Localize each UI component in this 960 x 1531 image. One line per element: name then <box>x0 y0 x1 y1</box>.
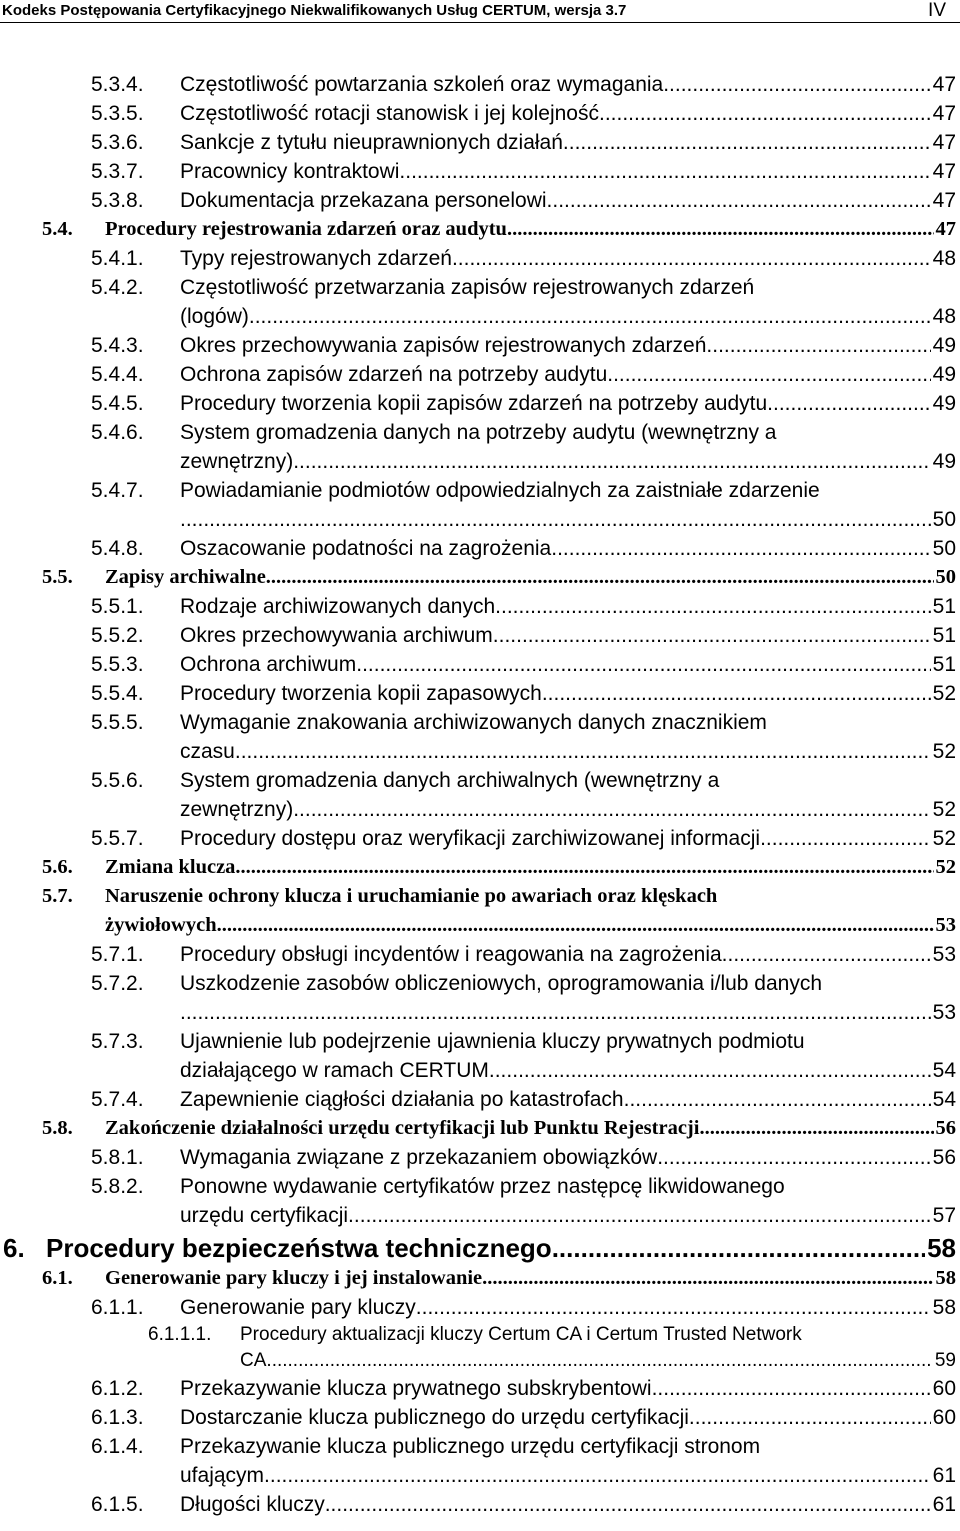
toc-entry-number: 5.4.3. <box>91 334 144 357</box>
toc-entry-title: Oszacowanie podatności na zagrożenia <box>180 537 552 560</box>
toc-entry[interactable] <box>0 1027 960 1085</box>
toc-entry-page: 56 <box>935 1117 956 1139</box>
dot-leader <box>452 244 931 273</box>
toc-entry-title: Procedury aktualizacji kluczy Certum CA i Certum Trusted Network <box>240 1324 802 1345</box>
toc-entry-line <box>0 911 960 940</box>
toc-entry-title: Powiadamianie podmiotów odpowiedzialnych za zaistniałe zdarzenie <box>180 479 820 502</box>
toc-entry-page: 47 <box>935 218 956 240</box>
toc-entry[interactable] <box>0 99 960 128</box>
toc-entry-page: 49 <box>932 363 956 386</box>
dot-leader <box>542 679 931 708</box>
toc-entry[interactable] <box>0 389 960 418</box>
toc-entry-number: 6.1.1. <box>91 1296 144 1319</box>
document-title: Kodeks Postępowania Certyfikacyjnego Niekwalifikowanych Usług CERTUM, wersja 3.7 <box>2 2 627 19</box>
dot-leader <box>272 1348 933 1374</box>
toc-entry-line <box>0 650 960 679</box>
toc-entry-line <box>0 1403 960 1432</box>
toc-entry-line <box>0 708 960 737</box>
toc-entry-line <box>0 1461 960 1490</box>
toc-entry-page: 60 <box>932 1406 956 1429</box>
dot-leader <box>767 389 930 418</box>
dot-leader <box>482 1264 933 1293</box>
toc-entry-title: Okres przechowywania archiwum <box>180 624 493 647</box>
toc-entry-title: Zakończenie działalności urzędu certyfikacji lub Punktu Rejestracji <box>105 1117 700 1139</box>
toc-entry[interactable] <box>0 969 960 1027</box>
toc-entry-line <box>0 128 960 157</box>
toc-entry-line <box>0 244 960 273</box>
toc-entry-title: Pracownicy kontraktowi <box>180 160 400 183</box>
toc-entry-line <box>0 940 960 969</box>
toc-entry[interactable] <box>0 592 960 621</box>
dot-leader <box>325 1490 931 1519</box>
toc-entry-number: 5.4.2. <box>91 276 144 299</box>
toc-entry-title: Zmiana klucza <box>105 856 236 878</box>
toc-entry-line <box>0 679 960 708</box>
toc-entry[interactable] <box>0 360 960 389</box>
toc-entry-line <box>0 1233 960 1264</box>
toc-entry-title: Procedury tworzenia kopii zapasowych <box>180 682 542 705</box>
toc-entry-line <box>0 1114 960 1143</box>
toc-entry-line <box>0 737 960 766</box>
toc-entry-number: 5.7.1. <box>91 943 144 966</box>
toc-entry-line <box>0 302 960 331</box>
toc-entry-line <box>0 563 960 592</box>
toc-entry-number: 5.7. <box>42 885 73 907</box>
toc-entry-title: Naruszenie ochrony klucza i uruchamianie po awariach oraz klęskach <box>105 885 718 907</box>
toc-entry-line <box>0 882 960 911</box>
toc-entry-page: 48 <box>932 247 956 270</box>
toc-entry-line <box>0 1432 960 1461</box>
dot-leader <box>547 186 931 215</box>
toc-entry-line <box>0 186 960 215</box>
toc-entry-line <box>0 70 960 99</box>
toc-entry-number: 5.4.5. <box>91 392 144 415</box>
toc-entry-number: 6.1.2. <box>91 1377 144 1400</box>
toc-entry-number: 5.4.4. <box>91 363 144 386</box>
toc-entry-title: zewnętrzny) <box>180 450 294 473</box>
toc-entry-page: 61 <box>932 1464 956 1487</box>
toc-entry-page: 58 <box>927 1233 956 1263</box>
toc-entry-number: 5.5.3. <box>91 653 144 676</box>
toc-entry-number: 5.5.1. <box>91 595 144 618</box>
toc-entry-title: Zapisy archiwalne <box>105 566 266 588</box>
toc-entry[interactable] <box>0 824 960 853</box>
toc-entry-page: 48 <box>932 305 956 328</box>
toc-entry-number: 5.3.5. <box>91 102 144 125</box>
dot-leader <box>699 1114 933 1143</box>
toc-entry-number: 5.4.7. <box>91 479 144 502</box>
toc-entry-number: 6.1. <box>42 1267 73 1289</box>
toc-entry[interactable] <box>0 1172 960 1230</box>
toc-entry-number: 5.7.2. <box>91 972 144 995</box>
toc-entry-number: 5.4.1. <box>91 247 144 270</box>
dot-leader <box>235 853 933 882</box>
toc-entry-number: 5.4.8. <box>91 537 144 560</box>
toc-entry[interactable] <box>0 1374 960 1403</box>
toc-entry-line <box>0 824 960 853</box>
toc-entry-title: Procedury rejestrowania zdarzeń oraz audytu <box>105 218 507 240</box>
toc-entry-title: Wymagania związane z przekazaniem obowiązków <box>180 1146 658 1169</box>
toc-entry[interactable] <box>0 1403 960 1432</box>
toc-entry-line <box>0 1201 960 1230</box>
toc-entry-page: 52 <box>932 740 956 763</box>
toc-entry-number: 6.1.3. <box>91 1406 144 1429</box>
toc-entry-title: Długości kluczy <box>180 1493 325 1516</box>
toc-entry-number: 5.3.4. <box>91 73 144 96</box>
toc-entry-number: 6.1.1.1. <box>148 1324 212 1345</box>
toc-entry-title: Procedury obsługi incydentów i reagowania na zagrożenia <box>180 943 722 966</box>
dot-leader <box>760 824 931 853</box>
toc-entry-number: 5.4.6. <box>91 421 144 444</box>
toc-entry[interactable] <box>0 679 960 708</box>
dot-leader <box>489 1056 931 1085</box>
toc-entry-title: urzędu certyfikacji. <box>180 1204 354 1227</box>
toc-entry[interactable] <box>0 1143 960 1172</box>
toc-entry-page: 52 <box>932 827 956 850</box>
toc-entry[interactable] <box>0 563 960 592</box>
toc-entry-title: Przekazywanie klucza prywatnego subskrybentowi <box>180 1377 652 1400</box>
toc-entry-page: 51 <box>932 653 956 676</box>
toc-entry-title: Ponowne wydawanie certyfikatów przez następcę likwidowanego <box>180 1175 785 1198</box>
dot-leader <box>293 447 930 476</box>
dot-leader <box>399 157 930 186</box>
toc-entry-line <box>0 1374 960 1403</box>
toc-entry-number: 5.7.4. <box>91 1088 144 1111</box>
toc-entry-line <box>0 505 960 534</box>
toc-entry[interactable] <box>0 186 960 215</box>
toc-entry[interactable] <box>0 476 960 534</box>
toc-entry-number: 5.7.3. <box>91 1030 144 1053</box>
toc-entry-page: 54 <box>932 1059 956 1082</box>
toc-entry-number: 5.5. <box>42 566 73 588</box>
toc-entry[interactable] <box>0 1233 960 1264</box>
dot-leader <box>663 70 930 99</box>
dot-leader <box>495 592 930 621</box>
dot-leader <box>599 99 931 128</box>
toc-entry-page: 61 <box>932 1493 956 1516</box>
dot-leader <box>180 998 931 1027</box>
toc-entry[interactable] <box>0 708 960 766</box>
toc-entry-line <box>0 534 960 563</box>
toc-entry[interactable] <box>0 215 960 244</box>
toc-entry-number: 5.5.5. <box>91 711 144 734</box>
toc-entry-page: 60 <box>932 1377 956 1400</box>
toc-entry-line <box>0 1143 960 1172</box>
dot-leader <box>217 911 934 940</box>
toc-entry-number: 5.8. <box>42 1117 73 1139</box>
toc-entry-line <box>0 1172 960 1201</box>
toc-entry[interactable] <box>0 1114 960 1143</box>
toc-entry-line <box>0 1490 960 1519</box>
toc-entry[interactable] <box>0 882 960 940</box>
toc-entry-page: 57 <box>932 1204 956 1227</box>
toc-entry-line <box>0 592 960 621</box>
toc-entry-title: Okres przechowywania zapisów rejestrowanych zdarzeń <box>180 334 707 357</box>
toc-entry-page: 47 <box>932 131 956 154</box>
toc-entry-number: 5.5.6. <box>91 769 144 792</box>
dot-leader <box>607 360 930 389</box>
toc-entry-title: (logów) <box>180 305 249 328</box>
toc-entry-page: 47 <box>932 73 956 96</box>
toc-entry[interactable] <box>0 128 960 157</box>
toc-entry[interactable] <box>0 1085 960 1114</box>
dot-leader <box>652 1374 931 1403</box>
dot-leader <box>657 1143 930 1172</box>
toc-entry-title: Typy rejestrowanych zdarzeń <box>180 247 452 270</box>
toc-entry-number: 6. <box>3 1233 25 1263</box>
toc-entry-line <box>0 1027 960 1056</box>
toc-entry-number: 5.6. <box>42 856 73 878</box>
toc-entry-title: Częstotliwość powtarzania szkoleń oraz wymagania <box>180 73 664 96</box>
toc-entry-line <box>0 621 960 650</box>
toc-entry-title: Ochrona zapisów zdarzeń na potrzeby audytu <box>180 363 608 386</box>
toc-entry[interactable] <box>0 157 960 186</box>
toc-entry-title: Wymaganie znakowania archiwizowanych danych znacznikiem <box>180 711 767 734</box>
toc-entry[interactable] <box>0 1490 960 1519</box>
toc-entry-title: zewnętrzny) <box>180 798 294 821</box>
toc-entry-page: 47 <box>932 160 956 183</box>
toc-entry[interactable] <box>0 418 960 476</box>
toc-entry-title: czasu <box>180 740 235 763</box>
toc-entry-page: 52 <box>935 856 956 878</box>
toc-entry[interactable] <box>0 940 960 969</box>
toc-entry-line <box>0 998 960 1027</box>
dot-leader <box>293 795 930 824</box>
toc-entry-page: 49 <box>932 334 956 357</box>
toc-entry-page: 51 <box>932 595 956 618</box>
toc-entry-page: 58 <box>935 1267 956 1289</box>
toc-entry-page: 52 <box>932 682 956 705</box>
toc-entry[interactable] <box>0 1293 960 1322</box>
toc-entry-line <box>0 331 960 360</box>
toc-entry-line <box>0 273 960 302</box>
toc-entry[interactable] <box>0 244 960 273</box>
toc-entry-line <box>0 360 960 389</box>
toc-entry-line <box>0 853 960 882</box>
toc-entry-title: Częstotliwość rotacji stanowisk i jej kolejność <box>180 102 599 125</box>
toc-entry-page: 49 <box>932 450 956 473</box>
dot-leader <box>552 1233 925 1264</box>
dot-leader <box>695 1403 931 1432</box>
toc-entry-title: Dokumentacja przekazana personelowi <box>180 189 547 212</box>
dot-leader <box>356 650 930 679</box>
toc-entry-title: działającego w ramach CERTUM <box>180 1059 489 1082</box>
toc-entry-page: 50 <box>932 508 956 531</box>
toc-entry-page: 53 <box>935 914 956 936</box>
toc-entry-page: 51 <box>932 624 956 647</box>
toc-entry-line <box>0 476 960 505</box>
toc-entry-line <box>0 215 960 244</box>
toc-entry[interactable] <box>0 650 960 679</box>
dot-leader <box>507 215 934 244</box>
toc-entry-number: 5.3.7. <box>91 160 144 183</box>
toc-entry-title: Częstotliwość przetwarzania zapisów rejestrowanych zdarzeń <box>180 276 755 299</box>
page-header <box>0 0 960 22</box>
toc-entry-line <box>0 418 960 447</box>
toc-entry-title: System gromadzenia danych archiwalnych (wewnętrzny a <box>180 769 720 792</box>
dot-leader <box>551 534 930 563</box>
dot-leader <box>180 505 931 534</box>
toc-entry-title: Zapewnienie ciągłości działania po katastrofach <box>180 1088 624 1111</box>
toc-entry-page: 50 <box>932 537 956 560</box>
toc-entry-title: Dostarczanie klucza publicznego do urzędu certyfikacji. <box>180 1406 695 1429</box>
toc-entry-page: 52 <box>932 798 956 821</box>
toc-entry-title: Procedury tworzenia kopii zapisów zdarzeń na potrzeby audytu <box>180 392 768 415</box>
toc-entry-number: 5.3.6. <box>91 131 144 154</box>
toc-entry-title: Procedury dostępu oraz weryfikacji zarchiwizowanej informacji <box>180 827 761 850</box>
toc-entry-line <box>0 157 960 186</box>
toc-entry-title: Procedury bezpieczeństwa technicznego <box>46 1233 552 1263</box>
dot-leader <box>354 1201 931 1230</box>
toc-entry-line <box>0 99 960 128</box>
toc-entry-title: żywiołowych <box>105 914 217 936</box>
toc-entry-page: 53 <box>932 943 956 966</box>
toc-entry-title: Generowanie pary kluczy <box>180 1296 416 1319</box>
toc-entry-title: Ujawnienie lub podejrzenie ujawnienia kluczy prywatnych podmiotu <box>180 1030 805 1053</box>
toc-entry-title: CA. <box>240 1350 272 1371</box>
toc-entry-line <box>0 1293 960 1322</box>
toc-entry-number: 6.1.4. <box>91 1435 144 1458</box>
toc-entry-page: 47 <box>932 102 956 125</box>
toc-entry-title: Uszkodzenie zasobów obliczeniowych, oprogramowania i/lub danych <box>180 972 823 995</box>
toc-entry-number: 5.8.2. <box>91 1175 144 1198</box>
toc-entry-title: Generowanie pary kluczy i jej instalowanie <box>105 1267 483 1289</box>
toc-entry-title: System gromadzenia danych na potrzeby audytu (wewnętrzny a <box>180 421 777 444</box>
toc-entry-page: 47 <box>932 189 956 212</box>
dot-leader <box>416 1293 931 1322</box>
toc-entry-line <box>0 389 960 418</box>
page-number: IV <box>928 0 946 21</box>
dot-leader <box>249 302 931 331</box>
toc-entry-line <box>0 969 960 998</box>
toc-entry[interactable] <box>0 1322 960 1374</box>
toc-entry-page: 54 <box>932 1088 956 1111</box>
toc-entry-title: Ochrona archiwum <box>180 653 357 676</box>
dot-leader <box>266 563 934 592</box>
toc-entry-title: Przekazywanie klucza publicznego urzędu certyfikacji stronom <box>180 1435 761 1458</box>
toc-entry-page: 59 <box>934 1350 956 1371</box>
toc-entry-line <box>0 766 960 795</box>
toc-entry[interactable] <box>0 1432 960 1490</box>
toc-entry-number: 5.3.8. <box>91 189 144 212</box>
toc-entry[interactable] <box>0 853 960 882</box>
dot-leader <box>722 940 931 969</box>
toc-entry[interactable] <box>0 273 960 331</box>
toc-entry-number: 5.5.7. <box>91 827 144 850</box>
toc-entry-page: 49 <box>932 392 956 415</box>
dot-leader <box>493 621 931 650</box>
toc-entry-title: Rodzaje archiwizowanych danych <box>180 595 496 618</box>
table-of-contents <box>0 70 960 1519</box>
header-divider <box>0 22 960 23</box>
toc-entry[interactable] <box>0 331 960 360</box>
toc-entry-line <box>0 1264 960 1293</box>
dot-leader <box>706 331 930 360</box>
dot-leader <box>624 1085 931 1114</box>
toc-entry-line <box>0 1056 960 1085</box>
toc-entry-number: 5.5.4. <box>91 682 144 705</box>
toc-entry-line <box>0 1348 960 1374</box>
toc-entry[interactable] <box>0 621 960 650</box>
toc-entry-page: 53 <box>932 1001 956 1024</box>
toc-entry-line <box>0 795 960 824</box>
toc-entry-number: 5.8.1. <box>91 1146 144 1169</box>
toc-entry-line <box>0 1322 960 1348</box>
toc-entry-number: 5.4. <box>42 218 73 240</box>
toc-entry[interactable] <box>0 1264 960 1293</box>
dot-leader <box>235 737 931 766</box>
toc-entry[interactable] <box>0 534 960 563</box>
toc-entry-page: 56 <box>932 1146 956 1169</box>
toc-entry-page: 58 <box>932 1296 956 1319</box>
toc-entry[interactable] <box>0 766 960 824</box>
toc-entry-title: ufającym <box>180 1464 265 1487</box>
toc-entry-title: Sankcje z tytułu nieuprawnionych działań <box>180 131 563 154</box>
toc-entry[interactable] <box>0 70 960 99</box>
toc-entry-page: 50 <box>935 566 956 588</box>
toc-entry-line <box>0 447 960 476</box>
toc-entry-number: 6.1.5. <box>91 1493 144 1516</box>
dot-leader <box>264 1461 931 1490</box>
toc-entry-number: 5.5.2. <box>91 624 144 647</box>
toc-entry-line <box>0 1085 960 1114</box>
dot-leader <box>563 128 931 157</box>
